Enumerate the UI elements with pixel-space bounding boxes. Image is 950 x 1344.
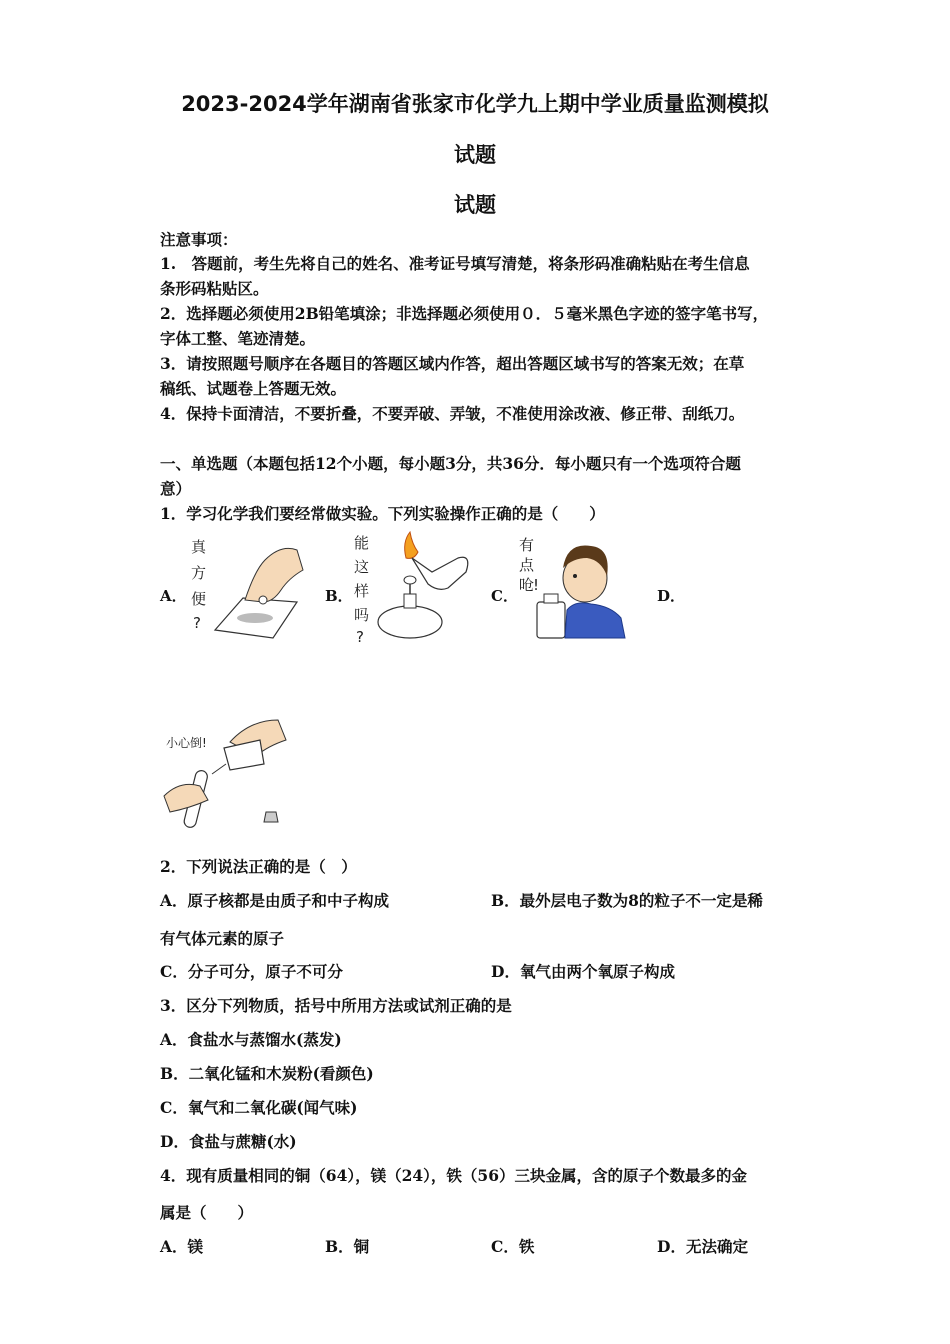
q3-option-c[interactable]: C．氧气和二氧化碳(闻气味) bbox=[160, 1098, 358, 1117]
notice-line: 稿纸、试题卷上答题无效。 bbox=[160, 379, 347, 398]
q1-figure-c bbox=[515, 530, 630, 642]
fig-d-caption: 小心倒! bbox=[166, 736, 207, 750]
fig-b-caption-char: 能 bbox=[354, 534, 370, 552]
exam-title-line1: 2023-2024学年湖南省张家市化学九上期中学业质量监测模拟 bbox=[181, 92, 769, 116]
q4-option-a[interactable]: A．镁 bbox=[160, 1237, 204, 1256]
fig-a-caption-char: 方 bbox=[191, 564, 207, 582]
reagent-bottle bbox=[537, 602, 565, 638]
flame-shape bbox=[405, 532, 418, 558]
q2-stem: 2．下列说法正确的是（ ） bbox=[160, 857, 357, 876]
boy-shirt bbox=[565, 603, 625, 638]
q1-option-a-label[interactable]: A． bbox=[160, 587, 187, 605]
q1-option-d-label[interactable]: D． bbox=[657, 587, 686, 605]
notice-line: 2．选择题必须使用2B铅笔填涂；非选择题必须使用０．５毫米黑色字迹的签字笔书写， bbox=[160, 304, 769, 323]
section-heading: 一、单选题（本题包括12个小题，每小题3分，共36分．每小题只有一个选项符合题 bbox=[160, 454, 741, 473]
fig-c-caption-char: ! bbox=[533, 576, 540, 594]
q2-option-b[interactable]: B．最外层电子数为8的粒子不一定是稀 bbox=[491, 891, 763, 910]
powder-pile bbox=[237, 613, 273, 623]
q1-figure-a bbox=[185, 530, 305, 645]
q4-stem-cont: 属是（ ） bbox=[160, 1203, 254, 1222]
q2-option-b-cont: 有气体元素的原子 bbox=[160, 929, 285, 948]
fig-a-caption-char: 真 bbox=[191, 538, 207, 556]
fig-b-caption-char: 样 bbox=[354, 582, 370, 600]
alcohol-lamp-body bbox=[378, 606, 442, 638]
fig-a-caption-char: 便 bbox=[191, 590, 207, 608]
fig-b-caption-char: 这 bbox=[354, 558, 370, 576]
notice-line: 3．请按照题号顺序在各题目的答题区域内作答，超出答题区域书写的答案无效；在草 bbox=[160, 354, 745, 373]
q3-option-b[interactable]: B．二氧化锰和木炭粉(看颜色) bbox=[160, 1064, 374, 1083]
q2-option-a[interactable]: A．原子核都是由质子和中子构成 bbox=[160, 891, 390, 910]
q3-stem: 3．区分下列物质，括号中所用方法或试剂正确的是 bbox=[160, 996, 512, 1015]
q4-stem: 4．现有质量相同的铜（64），镁（24），铁（56）三块金属，含的原子个数最多的金 bbox=[160, 1166, 747, 1185]
q4-option-c[interactable]: C．铁 bbox=[491, 1237, 535, 1256]
reagent-bottle-tilted bbox=[224, 740, 264, 770]
notice-line: 1. 答题前，考生先将自己的姓名、准考证号填写清楚，将条形码准确粘贴在考生信息 bbox=[160, 254, 750, 273]
bottle-stopper bbox=[264, 812, 278, 822]
q1-option-c-label[interactable]: C． bbox=[491, 587, 518, 605]
q4-option-d[interactable]: D．无法确定 bbox=[657, 1237, 748, 1256]
fig-c-caption-char: 有 bbox=[519, 536, 535, 554]
q1-figure-b bbox=[348, 528, 478, 648]
notice-line: 4．保持卡面清洁，不要折叠，不要弄破、弄皱，不准使用涂改液、修正带、刮纸刀。 bbox=[160, 404, 745, 423]
q2-option-d[interactable]: D．氧气由两个氧原子构成 bbox=[491, 962, 675, 981]
q4-option-b[interactable]: B．铜 bbox=[325, 1237, 370, 1256]
q3-option-a[interactable]: A．食盐水与蒸馏水(蒸发) bbox=[160, 1030, 342, 1049]
exam-title-line3: 试题 bbox=[454, 193, 496, 217]
notice-line: 条形码粘贴区。 bbox=[160, 279, 269, 298]
fig-b-caption-char: ? bbox=[356, 628, 364, 646]
fig-c-caption-char: 点 bbox=[519, 556, 535, 574]
fig-b-caption-char: 吗 bbox=[354, 606, 370, 624]
exam-title-line2: 试题 bbox=[454, 143, 496, 167]
q1-figure-d bbox=[160, 712, 290, 832]
notice-heading: 注意事项： bbox=[160, 230, 238, 249]
tilted-lamp bbox=[412, 557, 468, 589]
section-heading-cont: 意） bbox=[160, 479, 192, 498]
lower-hand bbox=[164, 784, 208, 812]
q3-option-d[interactable]: D．食盐与蔗糖(水) bbox=[160, 1132, 297, 1151]
notice-line: 字体工整、笔迹清楚。 bbox=[160, 329, 316, 348]
q1-option-b-label[interactable]: B． bbox=[325, 587, 353, 605]
hand-shape bbox=[245, 548, 303, 602]
fig-c-caption-char: 呛 bbox=[519, 576, 535, 594]
fig-a-caption-char: ? bbox=[193, 614, 201, 632]
q1-stem: 1．学习化学我们要经常做实验。下列实验操作正确的是（ ） bbox=[160, 504, 605, 523]
q2-option-c[interactable]: C．分子可分，原子不可分 bbox=[160, 962, 343, 981]
